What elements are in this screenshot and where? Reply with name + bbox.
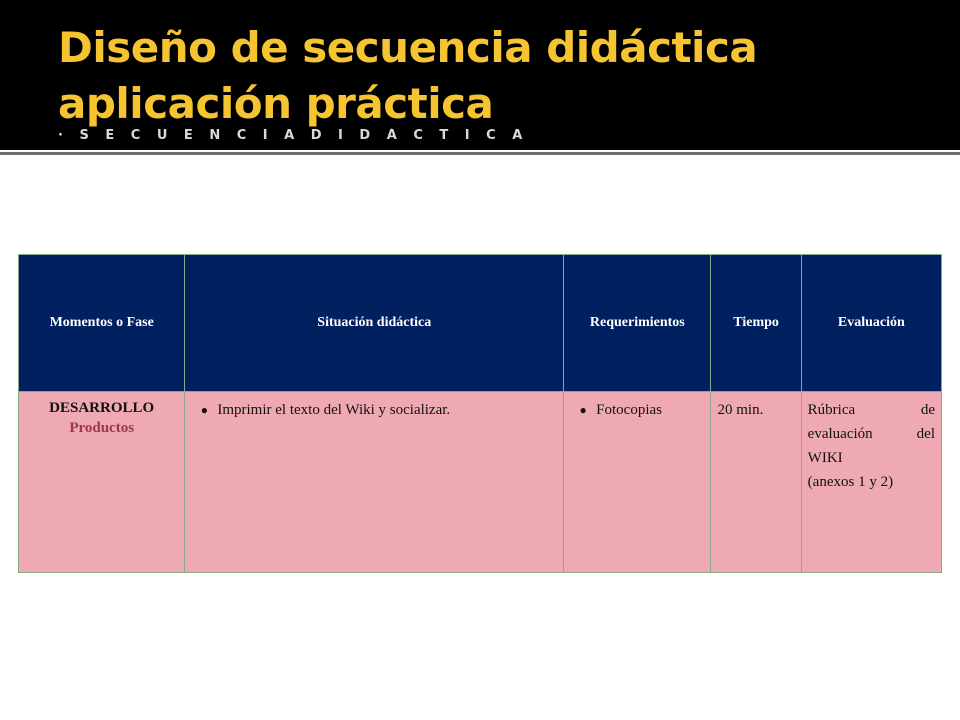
cell-evaluation xyxy=(801,392,941,573)
cell-time: 20 min. xyxy=(711,392,801,573)
phase-name: DESARROLLO xyxy=(49,400,155,416)
evaluation-line: WIKI xyxy=(807,450,843,466)
table-row xyxy=(19,392,942,573)
situation-text: Imprimir el texto del Wiki y socializar. xyxy=(217,402,451,418)
situation-list-item xyxy=(191,398,557,422)
requirement-list-item xyxy=(570,398,704,422)
header-situation: Situación didáctica xyxy=(185,255,564,392)
cell-requirements xyxy=(564,392,711,573)
header-phase: Momentos o Fase xyxy=(19,255,185,392)
requirement-text: Fotocopias xyxy=(596,402,663,418)
bullet-icon: ● xyxy=(579,403,587,417)
header-evaluation: Evaluación xyxy=(801,255,941,392)
header-time: Tiempo xyxy=(711,255,801,392)
header-requirements: Requerimientos xyxy=(564,255,711,392)
evaluation-line: evaluación del xyxy=(807,426,935,442)
cell-phase xyxy=(19,392,185,573)
title-divider xyxy=(0,152,960,155)
didactic-sequence-table xyxy=(18,254,942,573)
table-header-row xyxy=(19,255,942,392)
slide-subtitle-partial: · S E C U E N C I A D I D Á C T I C A xyxy=(58,128,529,143)
evaluation-line: Rúbrica de xyxy=(807,402,935,418)
cell-situation xyxy=(185,392,564,573)
phase-subtitle: Productos xyxy=(69,420,135,436)
bullet-icon: ● xyxy=(200,403,208,417)
slide-title: Diseño de secuencia didáctica aplicación práctica xyxy=(58,23,758,128)
evaluation-line: (anexos 1 y 2) xyxy=(807,474,894,490)
